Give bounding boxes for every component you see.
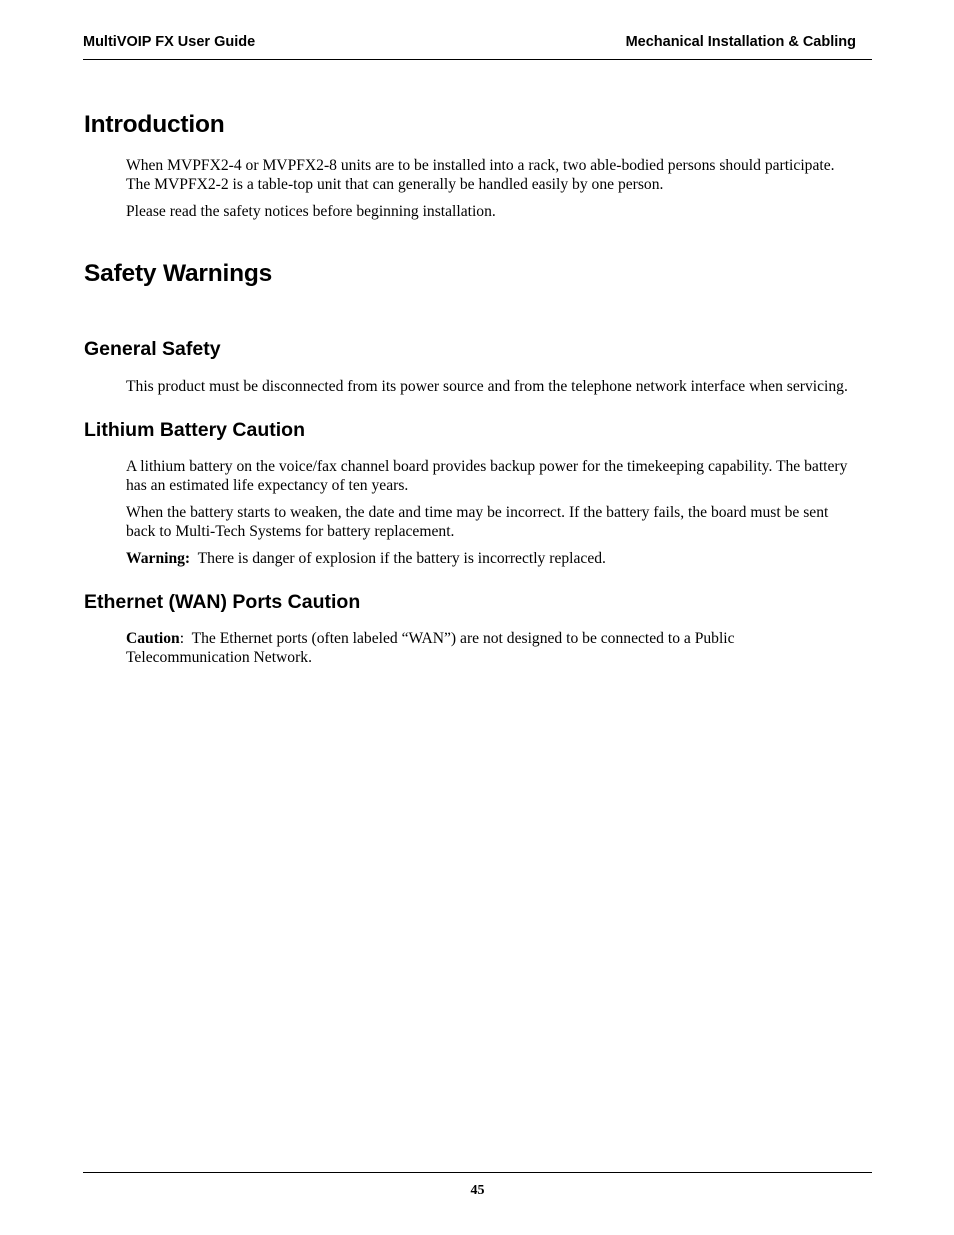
chapter-title: Mechanical Installation & Cabling: [625, 34, 856, 50]
caution-text: : The Ethernet ports (often labeled “WAN”) are not designed to be connected to a Public Telecommunication Network.: [126, 630, 739, 666]
document-title: MultiVOIP FX User Guide: [83, 34, 256, 50]
heading-ethernet-caution: Ethernet (WAN) Ports Caution: [84, 591, 361, 613]
page-number: 45: [470, 1183, 485, 1198]
warning-text: There is danger of explosion if the battery is incorrectly replaced.: [190, 550, 606, 567]
intro-paragraph-1: When MVPFX2-4 or MVPFX2-8 units are to be installed into a rack, two able-bodied persons should participate. The MVPFX2-2 is a table-top unit that can generally be handled easily by one person.: [126, 157, 835, 193]
intro-paragraph-2: Please read the safety notices before beginning installation.: [126, 203, 496, 220]
heading-safety-warnings: Safety Warnings: [84, 260, 273, 287]
running-header: [83, 33, 872, 60]
caution-label: Caution: [126, 630, 180, 647]
ethernet-caution: [126, 629, 859, 667]
lithium-warning: [126, 549, 859, 568]
heading-general-safety: General Safety: [84, 338, 221, 360]
general-safety-paragraph: This product must be disconnected from its power source and from the telephone network interface when servicing.: [126, 378, 848, 395]
heading-introduction: Introduction: [84, 111, 225, 138]
lithium-paragraph-1: A lithium battery on the voice/fax channel board provides backup power for the timekeeping capability. The battery has an estimated life expectancy of ten years.: [126, 458, 848, 494]
running-footer: [83, 1172, 872, 1199]
page-content: [84, 111, 859, 675]
heading-lithium-battery: Lithium Battery Caution: [84, 419, 306, 441]
lithium-paragraph-2: When the battery starts to weaken, the date and time may be incorrect. If the battery fails, the board must be sent back to Multi-Tech Systems for battery replacement.: [126, 504, 829, 540]
warning-label: Warning:: [126, 550, 191, 567]
